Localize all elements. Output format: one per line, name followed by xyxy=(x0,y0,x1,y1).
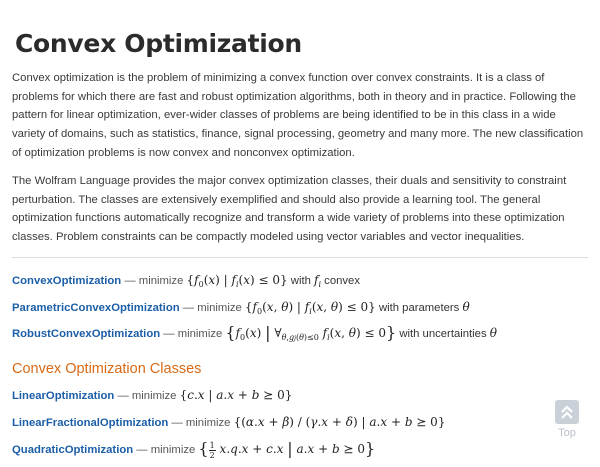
uncertainty-symbol: θ xyxy=(489,326,497,340)
language-paragraph: The Wolfram Language provides the major convex optimization classes, their duals and sensitivity to constraint perturbation. The classes are extensively exemplified and should also provide a learning tool. The general optimization functions automatically recognize and transform a wide variety of problems into these optimization classes. Problem constraints can be compactly modeled using vector variables and vector inequalities. xyxy=(12,175,567,244)
class-row-linear-fractional-optimization xyxy=(12,411,572,433)
page-title: Convex Optimization xyxy=(15,29,302,58)
back-to-top-button[interactable] xyxy=(551,400,583,446)
linear-optimization-link[interactable]: LinearOptimization xyxy=(12,390,115,402)
function-prefix: — minimize xyxy=(182,302,242,314)
parametric-convex-optimization-link[interactable]: ParametricConvexOptimization xyxy=(12,302,180,314)
quadratic-formula: { $\frac{1}{2}$ x.q.x + c.x | a.x + b ⪰ 0} xyxy=(198,439,376,460)
linear-formula: {c.x | a.x + b ⪰ 0} xyxy=(179,388,293,402)
robust-objective-formula: {$f_0(x)$ | $\forall_{\theta,gj(\theta)\le 0}$ $f_i(x$, θ) ≤ 0} xyxy=(225,323,397,342)
parameter-symbol: θ xyxy=(462,300,470,314)
convex-optimization-link[interactable]: ConvexOptimization xyxy=(12,275,122,287)
constraint-symbol: $f_i$ xyxy=(314,273,322,289)
function-prefix: — minimize xyxy=(124,275,184,287)
linear-fractional-formula: {(α.x + β) / (γ.x + δ) | a.x + b ⪰ 0} xyxy=(233,415,446,429)
divider xyxy=(12,257,588,258)
function-row-robust-convex-optimization xyxy=(12,322,572,344)
back-to-top-label: Top xyxy=(558,427,576,439)
function-prefix: — minimize xyxy=(163,328,223,340)
function-row-parametric-convex-optimization xyxy=(12,296,572,318)
function-suffix: with uncertainties xyxy=(399,328,487,340)
convex-objective-formula: {$f_0(x)$ | $f_i(x) \le 0$} xyxy=(186,273,288,289)
linear-fractional-optimization-link[interactable]: LinearFractionalOptimization xyxy=(12,417,169,429)
function-suffix: with xyxy=(290,275,311,287)
quadratic-optimization-link[interactable]: QuadraticOptimization xyxy=(12,444,134,456)
class-row-linear-optimization xyxy=(12,384,572,406)
function-suffix: with parameters xyxy=(378,302,460,314)
function-row-convex-optimization xyxy=(12,269,572,291)
class-prefix: — minimize xyxy=(136,444,196,456)
class-row-quadratic-optimization xyxy=(12,438,572,460)
double-chevron-up-icon xyxy=(555,400,579,424)
class-prefix: — minimize xyxy=(117,390,177,402)
robust-convex-optimization-link[interactable]: RobustConvexOptimization xyxy=(12,328,161,340)
parametric-objective-formula: {$f_0(x$, θ) | $f_i(x$, θ) ≤ 0} xyxy=(244,300,376,316)
function-trail: convex xyxy=(324,275,360,287)
intro-paragraph: Convex optimization is the problem of minimizing a convex function over convex constraints. It is a class of problems for which there are fast and robust optimization algorithms, both in theory and in practice. Following the pattern for linear optimization, ever-wider classes of problems are being identified to be in this class in a wide variety of domains, such as statistics, finance, signal processing, geometry and many more. The new classification of optimization problems is now convex and nonconvex optimization. xyxy=(12,72,584,159)
class-prefix: — minimize xyxy=(171,417,231,429)
section-heading-classes: Convex Optimization Classes xyxy=(12,361,202,377)
